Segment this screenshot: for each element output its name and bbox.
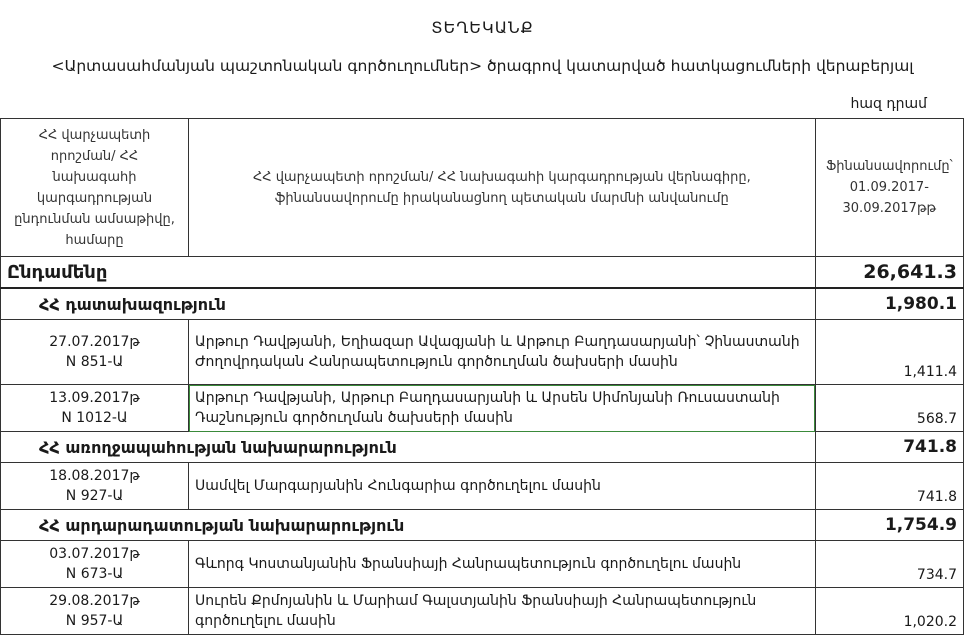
row-amount: 741.8 (815, 463, 963, 510)
row-amount: 734.7 (815, 541, 963, 588)
section-name: ՀՀ առողջապահության նախարարություն (1, 432, 816, 463)
row-number: N 927-Ա (65, 488, 124, 504)
header-row (1, 119, 964, 257)
table-row (1, 385, 964, 432)
header-date-number: ՀՀ վարչապետի որոշման/ ՀՀ նախագահի կարգադրության ընդունման ամսաթիվը, համարը (1, 119, 189, 257)
row-title: Սուրեն Քրմոյանին և Մարիամ Գալստյանին Ֆրանսիայի Հանրապետություն գործուղելու մասին (189, 588, 816, 635)
document-title: ՏԵՂԵԿԱՆՔ (431, 18, 534, 37)
allocations-table (0, 118, 964, 635)
row-title: Արթուր Դավթյանի, Եղիազար Ավագյանի և Արթուր Բաղդասարյանի՝ Չինաստանի Ժողովրդական Հանրապետություն գործուղման ծախսերի մասին (189, 320, 816, 385)
section-name: ՀՀ դատախազություն (1, 288, 816, 320)
row-title: Սամվել Մարգարյանին Հունգարիա գործուղելու մասին (189, 463, 816, 510)
total-label: Ընդամենը (1, 257, 816, 289)
row-number: N 957-Ա (65, 613, 124, 629)
section-total: 1,980.1 (815, 288, 963, 320)
row-date: 29.08.2017թ (49, 593, 140, 609)
table-row (1, 320, 964, 385)
row-title: Գևորգ Կոստանյանին Ֆրանսիայի Հանրապետություն գործուղելու մասին (189, 541, 816, 588)
row-date: 18.08.2017թ (49, 468, 140, 484)
section-total: 741.8 (815, 432, 963, 463)
section-row (1, 432, 964, 463)
row-date: 27.07.2017թ (49, 334, 140, 350)
row-number: N 851-Ա (65, 354, 124, 370)
unit-label: հազ դրամ (850, 96, 927, 112)
section-row (1, 288, 964, 320)
row-date: 03.07.2017թ (49, 546, 140, 562)
total-value: 26,641.3 (815, 257, 963, 289)
row-number: N 1012-Ա (61, 410, 128, 426)
row-amount: 1,411.4 (815, 320, 963, 385)
table-row (1, 541, 964, 588)
row-amount: 1,020.2 (815, 588, 963, 635)
row-title-selected-cell[interactable]: Արթուր Դավթյանի, Արթուր Բաղդասարյանի և Արսեն Սիմոնյանի Ռուսաստանի Դաշնություն գործուղման ծախսերի մասին (189, 385, 816, 432)
row-date: 13.09.2017թ (49, 390, 140, 406)
table-row (1, 463, 964, 510)
row-amount: 568.7 (815, 385, 963, 432)
section-name: ՀՀ արդարադատության նախարարություն (1, 510, 816, 541)
header-financing: Ֆինանսավորումը՝ 01.09.2017-30.09.2017թթ (815, 119, 963, 257)
section-total: 1,754.9 (815, 510, 963, 541)
header-title: ՀՀ վարչապետի որոշման/ ՀՀ նախագահի կարգադրության վերնագիրը, ֆինանսավորումը իրականացնող պետական մարմնի անվանումը (189, 119, 816, 257)
document-subtitle: <Արտասահմանյան պաշտոնական գործուղումներ> ծրագրով կատարված հատկացումների վերաբերյալ (51, 57, 914, 75)
total-row (1, 257, 964, 289)
row-number: N 673-Ա (65, 566, 124, 582)
table-row (1, 588, 964, 635)
section-row (1, 510, 964, 541)
